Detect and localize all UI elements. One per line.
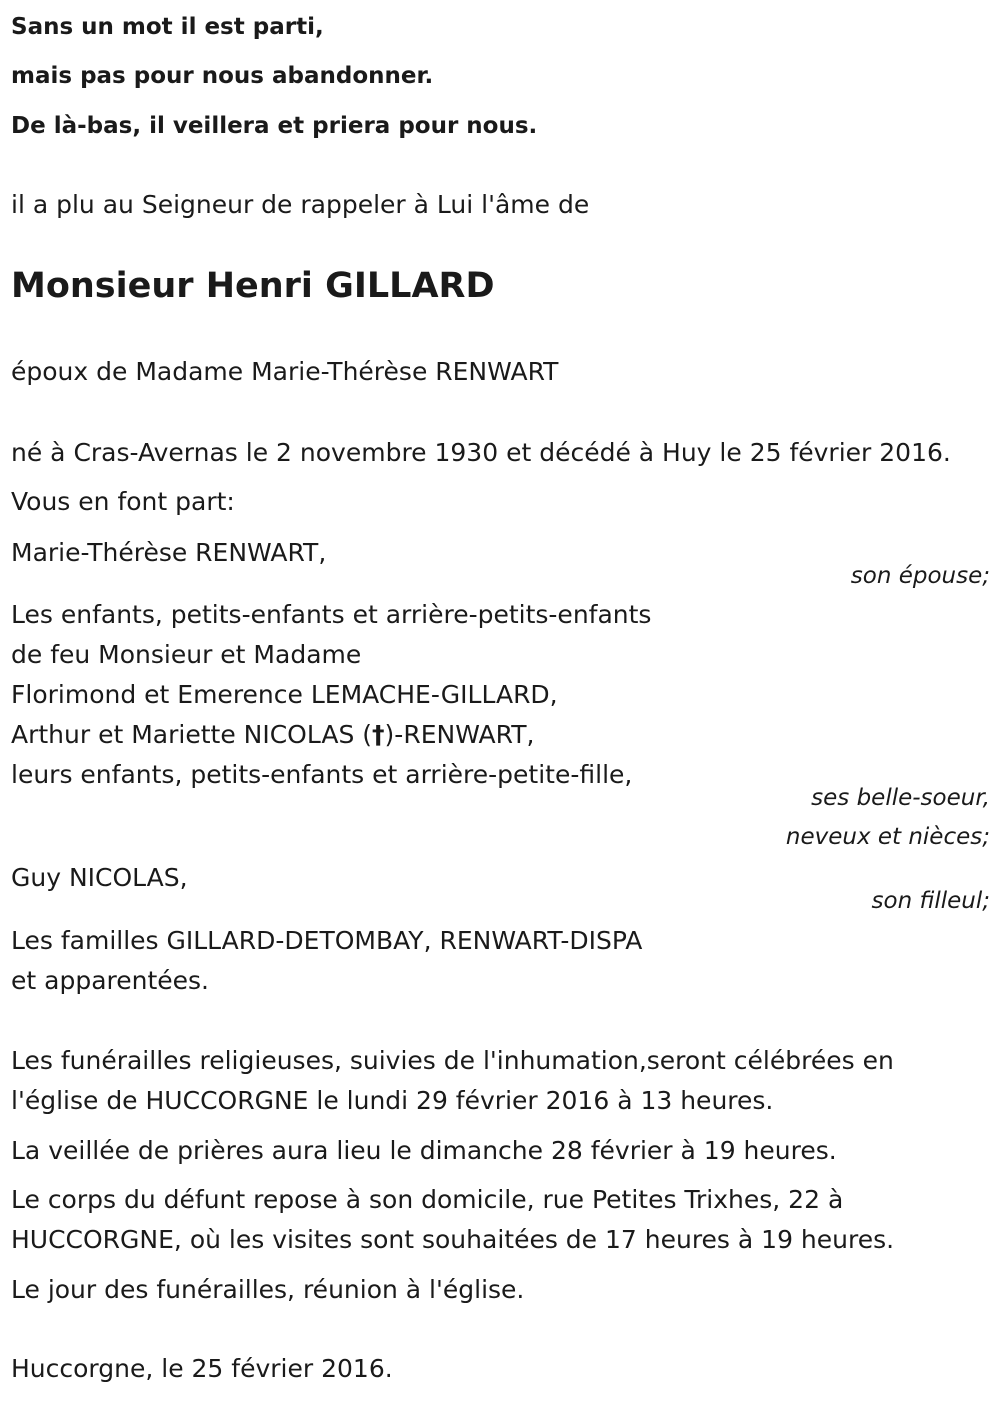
funeral-line-1: Les funérailles religieuses, suivies de l'inhumation,seront célébrées en bbox=[11, 1046, 894, 1075]
poem-line-2: mais pas pour nous abandonner. bbox=[11, 63, 434, 89]
intro-line: il a plu au Seigneur de rappeler à Lui l'âme de bbox=[11, 190, 590, 219]
poem-line-3: De là-bas, il veillera et priera pour nous. bbox=[11, 113, 538, 139]
announce-line: Vous en font part: bbox=[11, 487, 235, 516]
family-group-line-3: Florimond et Emerence LEMACHE-GILLARD, bbox=[11, 680, 558, 709]
nicolas-text-before: Arthur et Mariette NICOLAS ( bbox=[11, 720, 373, 749]
wife-role: son épouse; bbox=[850, 563, 990, 589]
family-group-line-5: leurs enfants, petits-enfants et arrière-petite-fille, bbox=[11, 760, 633, 789]
rest-line-1: Le corps du défunt repose à son domicile, rue Petites Trixhes, 22 à bbox=[11, 1185, 844, 1214]
wife-line: Marie-Thérèse RENWART, bbox=[11, 538, 327, 567]
family-group-role-2: neveux et nièces; bbox=[785, 824, 990, 850]
godson-role: son filleul; bbox=[871, 888, 990, 914]
spouse-line: époux de Madame Marie-Thérèse RENWART bbox=[11, 357, 559, 386]
families-line-1: Les familles GILLARD-DETOMBAY, RENWART-DISPA bbox=[11, 926, 643, 955]
godson-line: Guy NICOLAS, bbox=[11, 863, 188, 892]
poem-line-1: Sans un mot il est parti, bbox=[11, 14, 324, 40]
funeral-line-2: l'église de HUCCORGNE le lundi 29 février 2016 à 13 heures. bbox=[11, 1086, 774, 1115]
birth-death-line: né à Cras-Avernas le 2 novembre 1930 et décédé à Huy le 25 février 2016. bbox=[11, 438, 951, 467]
family-group-role-1: ses belle-soeur, bbox=[811, 785, 990, 811]
families-line-2: et apparentées. bbox=[11, 966, 209, 995]
nicolas-text-after: )-RENWART, bbox=[384, 720, 535, 749]
place-date: Huccorgne, le 25 février 2016. bbox=[11, 1354, 393, 1383]
deceased-name: Monsieur Henri GILLARD bbox=[11, 266, 495, 306]
family-group-line-1: Les enfants, petits-enfants et arrière-petits-enfants bbox=[11, 600, 652, 629]
cross-icon: † bbox=[372, 720, 385, 749]
family-group-line-4 bbox=[11, 720, 534, 750]
family-group-line-2: de feu Monsieur et Madame bbox=[11, 640, 362, 669]
meeting-line: Le jour des funérailles, réunion à l'église. bbox=[11, 1275, 525, 1304]
vigil-line: La veillée de prières aura lieu le dimanche 28 février à 19 heures. bbox=[11, 1136, 837, 1165]
rest-line-2: HUCCORGNE, où les visites sont souhaitées de 17 heures à 19 heures. bbox=[11, 1225, 895, 1254]
